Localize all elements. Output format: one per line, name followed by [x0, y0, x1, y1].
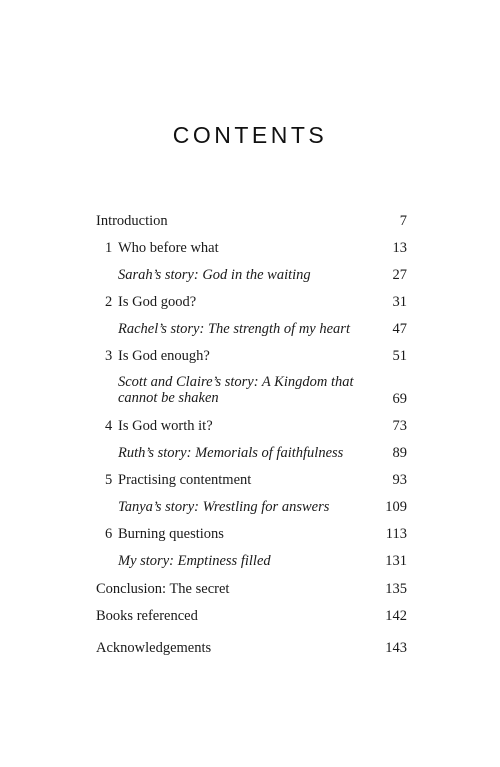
- chapter-number: 6: [105, 526, 113, 542]
- chapter-title: Is God enough?: [118, 348, 210, 364]
- entry-page: 7: [399, 213, 407, 229]
- entry-page: 51: [392, 348, 407, 364]
- entry-page: 13: [392, 240, 407, 256]
- entry-page: 143: [385, 640, 407, 656]
- chapter-title: Is God worth it?: [118, 418, 213, 434]
- chapter-number: 4: [105, 418, 113, 434]
- entry-page: 27: [392, 267, 407, 283]
- entry-page: 113: [385, 526, 407, 542]
- entry-label: Books referenced: [96, 608, 198, 624]
- chapter-title: Who before what: [118, 240, 219, 256]
- entry-page: 73: [392, 418, 407, 434]
- chapter-title: Is God good?: [118, 294, 197, 310]
- story-title: Tanya’s story: Wrestling for answers: [118, 499, 330, 515]
- entry-page: 47: [392, 321, 407, 337]
- chapter-title: Burning questions: [118, 526, 224, 542]
- entry-page: 93: [392, 472, 407, 488]
- entry-page: 31: [392, 294, 407, 310]
- entry-label: Conclusion: The secret: [96, 581, 230, 597]
- chapter-number: 1: [105, 240, 113, 256]
- entry-label: Acknowledgements: [96, 640, 212, 656]
- entry-page: 142: [385, 608, 407, 624]
- entry-page: 135: [385, 581, 407, 597]
- story-title: Rachel’s story: The strength of my heart: [118, 321, 350, 337]
- toc-story-scott-claire: [96, 374, 407, 410]
- entry-page: 69: [392, 391, 407, 407]
- chapter-number: 3: [105, 348, 113, 364]
- chapter-number: 2: [105, 294, 113, 310]
- story-title: Sarah’s story: God in the waiting: [118, 267, 311, 283]
- entry-page: 109: [385, 499, 407, 515]
- entry-page: 89: [392, 445, 407, 461]
- entry-page: 131: [385, 553, 407, 569]
- story-title: Ruth’s story: Memorials of faithfulness: [118, 445, 344, 461]
- page-title: CONTENTS: [172, 122, 328, 148]
- story-title: My story: Emptiness filled: [118, 553, 271, 569]
- chapter-number: 5: [105, 472, 113, 488]
- chapter-title: Practising contentment: [118, 472, 252, 488]
- entry-label: Introduction: [96, 213, 168, 229]
- story-title: Scott and Claire’s story: A Kingdom that cannot be shaken: [118, 374, 354, 406]
